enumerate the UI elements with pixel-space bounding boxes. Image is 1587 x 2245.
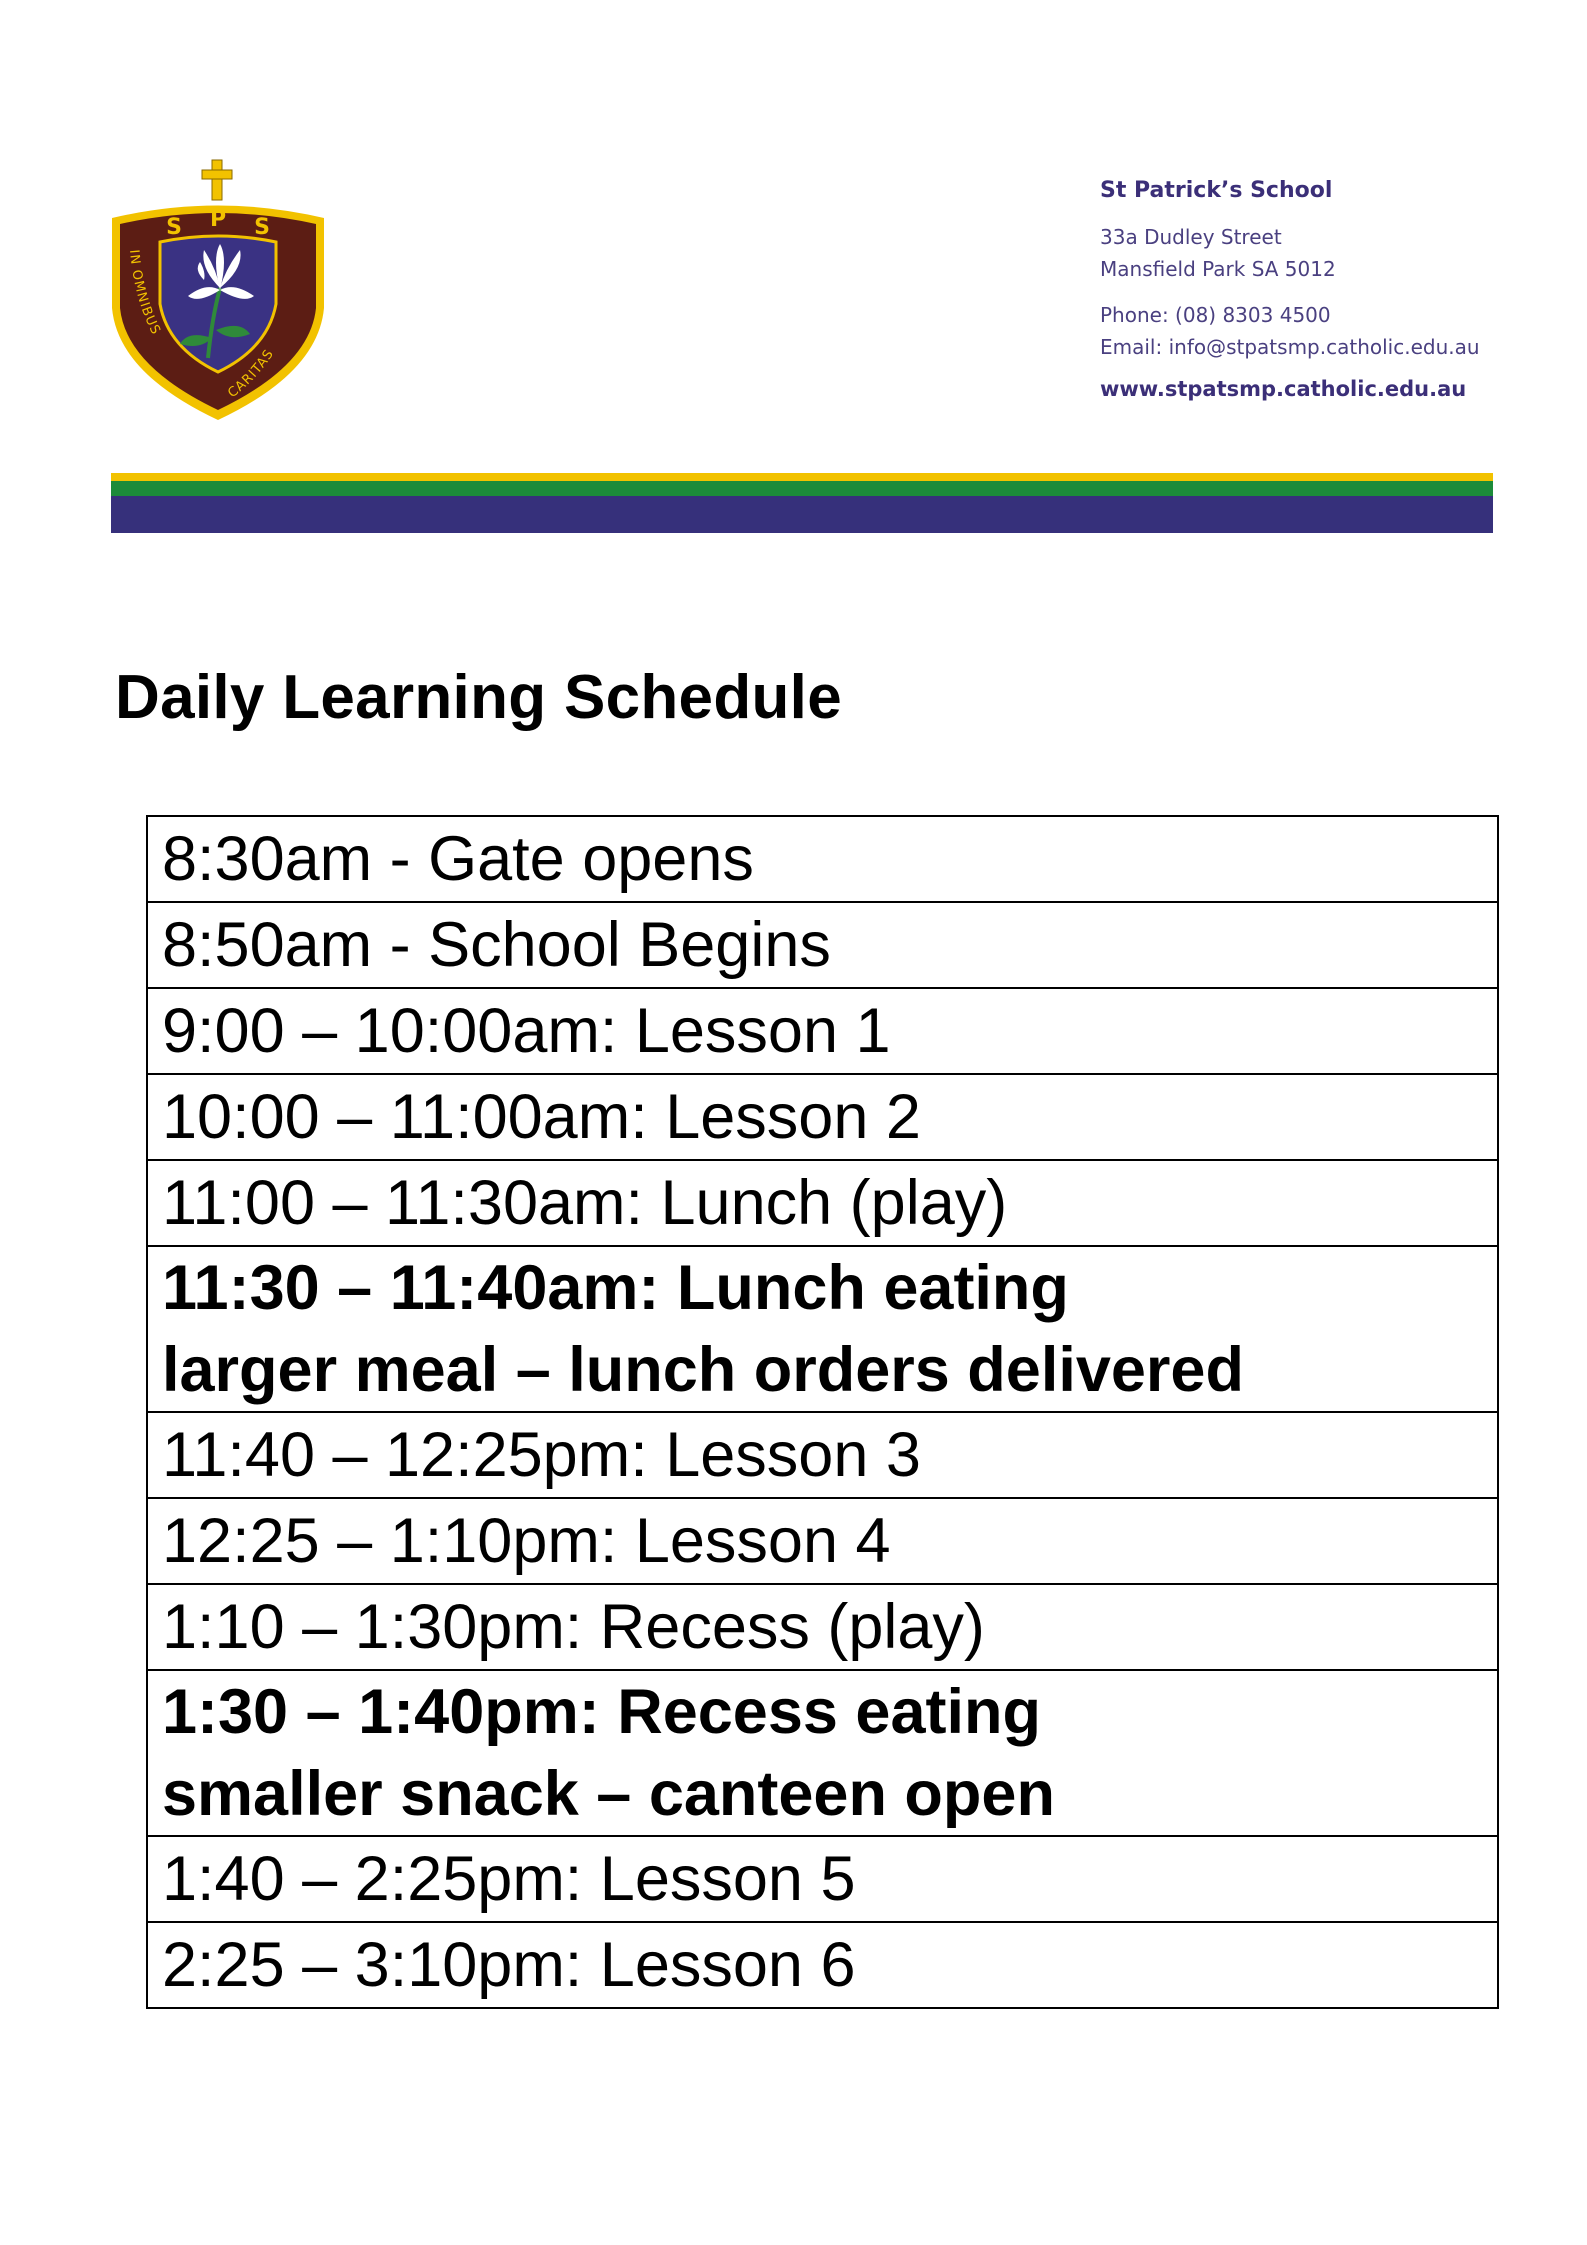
schedule-cell-line1: 1:30 – 1:40pm: Recess eating [162, 1677, 1041, 1747]
crest-initial-2: P [209, 207, 227, 232]
school-crest-logo [108, 158, 328, 423]
schedule-row [147, 1836, 1498, 1922]
schedule-table [146, 815, 1499, 2009]
schedule-row [147, 1412, 1498, 1498]
contact-spacer [1100, 285, 1520, 299]
schedule-cell [147, 1670, 1498, 1836]
schedule-cell: 2:25 – 3:10pm: Lesson 6 [147, 1922, 1498, 2008]
schedule-row [147, 988, 1498, 1074]
schedule-cell-line2: smaller snack – canteen open [162, 1759, 1055, 1829]
schedule-row-highlight [147, 1670, 1498, 1836]
schedule-cell: 11:00 – 11:30am: Lunch (play) [147, 1160, 1498, 1246]
schedule-cell: 12:25 – 1:10pm: Lesson 4 [147, 1498, 1498, 1584]
crest-initial-1: S [166, 215, 182, 240]
schedule-row [147, 902, 1498, 988]
schedule-row [147, 816, 1498, 902]
crest-motto-right: CARITAS [225, 346, 278, 402]
school-name: St Patrick’s School [1100, 178, 1333, 203]
stripe-green [111, 481, 1493, 496]
email-address[interactable]: Email: info@stpatsmp.catholic.edu.au [1100, 335, 1480, 359]
crest-motto-left: IN OMNIBUS [126, 249, 164, 338]
schedule-cell-line1: 11:30 – 11:40am: Lunch eating [162, 1253, 1069, 1323]
schedule-cell: 8:30am - Gate opens [147, 816, 1498, 902]
website-link[interactable]: www.stpatsmp.catholic.edu.au [1100, 377, 1467, 401]
address-line-1: 33a Dudley Street [1100, 225, 1282, 249]
cross-icon [202, 160, 232, 200]
schedule-row [147, 1584, 1498, 1670]
schedule-cell: 1:10 – 1:30pm: Recess (play) [147, 1584, 1498, 1670]
school-contact-block [1100, 178, 1520, 401]
schedule-row [147, 1922, 1498, 2008]
page-title: Daily Learning Schedule [115, 663, 842, 732]
stripe-blue [111, 496, 1493, 533]
schedule-cell: 8:50am - School Begins [147, 902, 1498, 988]
schedule-cell [147, 1246, 1498, 1412]
schedule-row-highlight [147, 1246, 1498, 1412]
schedule-row [147, 1498, 1498, 1584]
schedule-cell: 10:00 – 11:00am: Lesson 2 [147, 1074, 1498, 1160]
phone-number: Phone: (08) 8303 4500 [1100, 303, 1331, 327]
schedule-row [147, 1160, 1498, 1246]
schedule-cell: 11:40 – 12:25pm: Lesson 3 [147, 1412, 1498, 1498]
schedule-cell: 9:00 – 10:00am: Lesson 1 [147, 988, 1498, 1074]
schedule-row [147, 1074, 1498, 1160]
stripe-yellow [111, 473, 1493, 481]
schedule-cell: 1:40 – 2:25pm: Lesson 5 [147, 1836, 1498, 1922]
crest-initial-3: S [254, 215, 270, 240]
header-color-stripes [111, 473, 1493, 533]
schedule-cell-line2: larger meal – lunch orders delivered [162, 1335, 1244, 1405]
address-line-2: Mansfield Park SA 5012 [1100, 257, 1336, 281]
